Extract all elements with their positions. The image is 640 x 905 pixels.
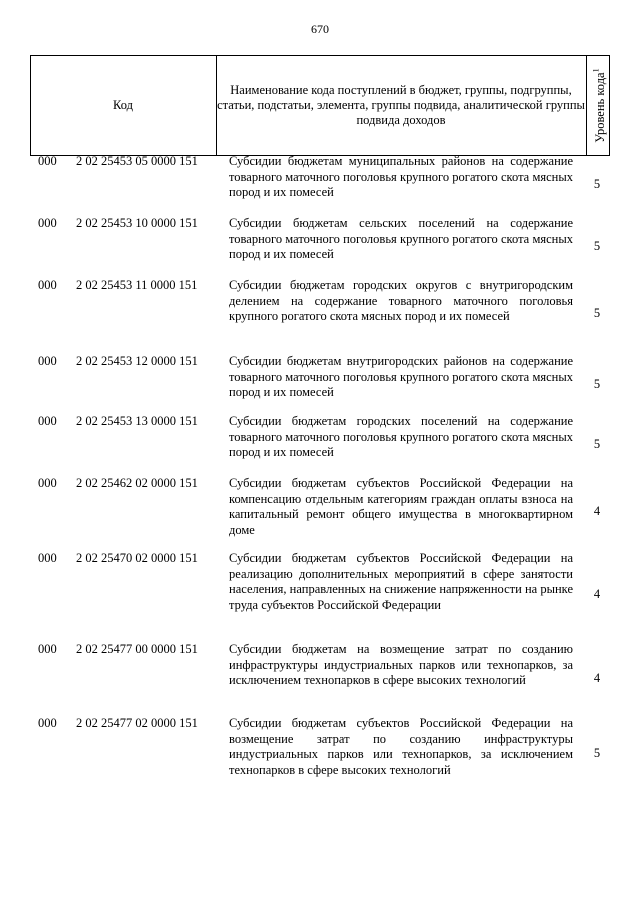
code-level: 5 xyxy=(593,177,601,191)
admin-code: 000 xyxy=(38,278,57,292)
admin-code: 000 xyxy=(38,716,57,730)
code-level: 5 xyxy=(593,377,601,391)
income-name: Субсидии бюджетам городских округов с внутригородским делением на содержание товарного маточного поголовья крупного рогатого скота мясных пород и их помесей xyxy=(229,278,573,323)
income-code: 2 02 25453 13 0000 151 xyxy=(76,414,198,428)
code-level: 5 xyxy=(593,306,601,320)
admin-code: 000 xyxy=(38,354,57,368)
income-name: Субсидии бюджетам внутригородских районов на содержание товарного маточного поголовья крупного рогатого скота мясных пород и их помесей xyxy=(229,354,573,399)
income-name: Субсидии бюджетам городских поселений на содержание товарного маточного поголовья крупного рогатого скота мясных пород и их помесей xyxy=(229,414,573,459)
income-name: Субсидии бюджетам субъектов Российской Федерации на реализацию дополнительных мероприятий в сфере занятости населения, направленных на снижение напряженности на рынке труда субъектов Российской Федерации xyxy=(229,551,573,612)
income-code: 2 02 25453 05 0000 151 xyxy=(76,154,198,168)
income-name: Субсидии бюджетам на возмещение затрат по созданию инфраструктуры индустриальных парков или технопарков, за исключением технопарков в сфере высоких технологий xyxy=(229,642,573,687)
income-code: 2 02 25453 10 0000 151 xyxy=(76,216,198,230)
admin-code: 000 xyxy=(38,642,57,656)
income-name: Субсидии бюджетам субъектов Российской Федерации на компенсацию отдельным категориям граждан оплаты взноса на капитальный ремонт общего имущества в многоквартирном доме xyxy=(229,476,573,537)
page-number: 670 xyxy=(311,22,329,36)
income-code: 2 02 25477 00 0000 151 xyxy=(76,642,198,656)
code-level: 5 xyxy=(593,437,601,451)
income-name: Субсидии бюджетам сельских поселений на содержание товарного маточного поголовья крупного рогатого скота мясных пород и их помесей xyxy=(229,216,573,261)
header-code: Код xyxy=(113,98,133,112)
admin-code: 000 xyxy=(38,414,57,428)
table-header xyxy=(30,55,610,156)
header-level-text: Уровень кода xyxy=(592,72,607,143)
code-level: 4 xyxy=(593,587,601,601)
header-level-footnote: 1 xyxy=(591,68,601,73)
code-level: 5 xyxy=(593,746,601,760)
income-name: Субсидии бюджетам муниципальных районов на содержание товарного маточного поголовья крупного рогатого скота мясных пород и их помесей xyxy=(229,154,573,199)
income-code: 2 02 25453 12 0000 151 xyxy=(76,354,198,368)
income-code: 2 02 25453 11 0000 151 xyxy=(76,278,198,292)
admin-code: 000 xyxy=(38,154,57,168)
income-code: 2 02 25470 02 0000 151 xyxy=(76,551,198,565)
admin-code: 000 xyxy=(38,551,57,565)
header-level xyxy=(586,56,610,155)
code-level: 4 xyxy=(593,671,601,685)
income-name: Субсидии бюджетам субъектов Российской Федерации на возмещение затрат по созданию инфраструктуры индустриальных парков или технопарков, за исключением технопарков в сфере высоких технологий xyxy=(229,716,573,777)
header-name: Наименование кода поступлений в бюджет, группы, подгруппы, статьи, подстатьи, элемента, группы подвида, аналитической группы подвида доходов xyxy=(217,83,585,127)
code-level: 4 xyxy=(593,504,601,518)
code-level: 5 xyxy=(593,239,601,253)
admin-code: 000 xyxy=(38,476,57,490)
admin-code: 000 xyxy=(38,216,57,230)
income-code: 2 02 25477 02 0000 151 xyxy=(76,716,198,730)
income-code: 2 02 25462 02 0000 151 xyxy=(76,476,198,490)
